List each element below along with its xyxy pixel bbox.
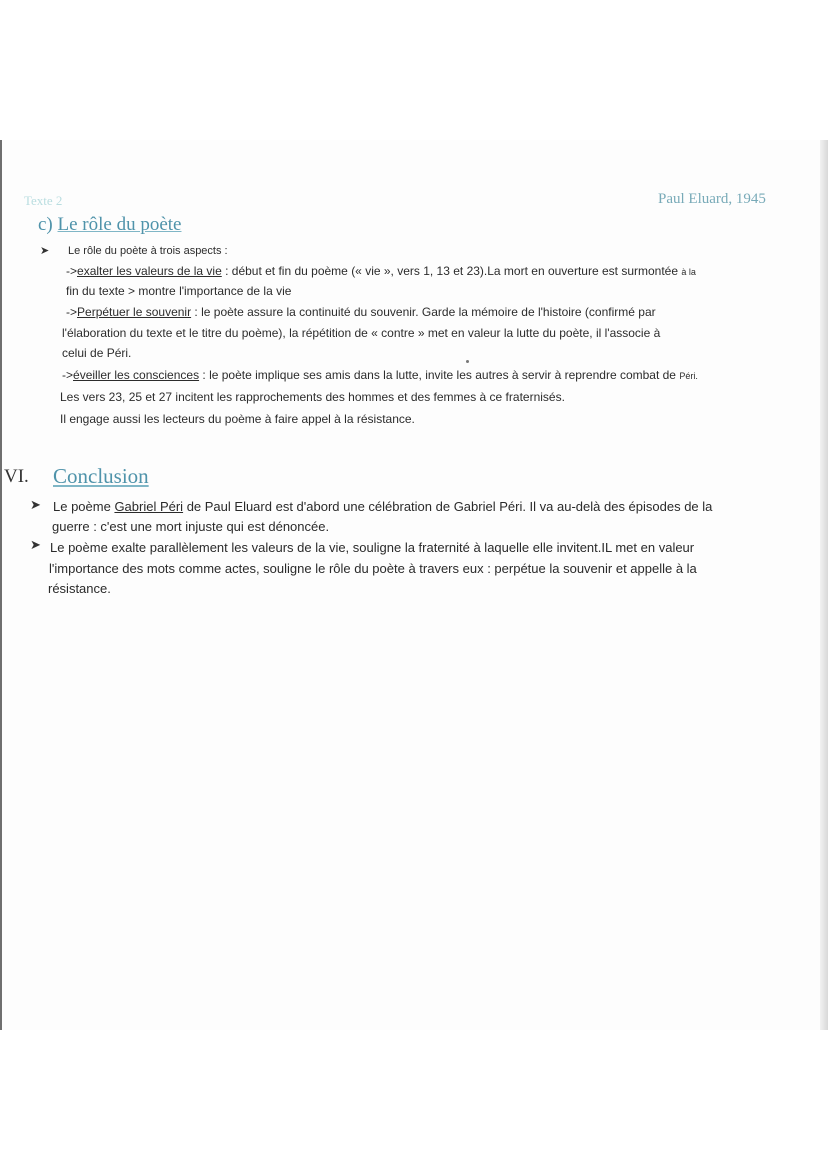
role-point-2-line3: celui de Péri. — [62, 346, 132, 360]
role-point-1-text: : début et fin du poème (« vie », vers 1, 13 et 23).La mort en ouverture est surmontée — [221, 264, 682, 278]
top-margin — [0, 0, 828, 140]
arrow-bullet-icon: ➤ — [40, 245, 50, 257]
role-point-2-text: : le poète assure la continuité du souvenir. Garde la mémoire de l'histoire (confirmé par — [191, 305, 656, 319]
arrow-bullet-icon: ➤ — [30, 497, 41, 512]
conclusion-bullet-1-line2: guerre : c'est une mort injuste qui est dénoncée. — [52, 519, 330, 534]
arrow-marker: -> — [66, 264, 78, 278]
role-point-2 — [66, 305, 656, 319]
scan-speck — [466, 360, 469, 363]
header-text-label: Texte 2 — [24, 193, 63, 208]
role-point-3-line3: Il engage aussi les lecteurs du poème à faire appel à la résistance. — [60, 412, 415, 426]
role-point-3-text: : le poète implique ses amis dans la lutte, invite les autres à servir à reprendre combat de — [199, 368, 680, 382]
subsection-heading — [38, 214, 182, 236]
subsection-letter: c) — [38, 214, 53, 235]
section-number: VI. — [4, 466, 29, 487]
header-author: Paul Eluard, 1945 — [658, 191, 766, 207]
role-point-1-tail: à la — [681, 267, 696, 277]
poem-title: Gabriel Péri — [114, 499, 184, 514]
role-point-1-line2: fin du texte > montre l'importance de la vie — [66, 284, 292, 298]
arrow-marker: -> — [66, 305, 78, 319]
conclusion-bullet-1 — [53, 499, 712, 514]
section-title: Conclusion — [53, 464, 149, 488]
role-point-3 — [62, 368, 698, 383]
role-point-1 — [66, 264, 696, 279]
role-point-3-line2: Les vers 23, 25 et 27 incitent les rapprochements des hommes et des femmes à ce fraternisés. — [60, 390, 565, 404]
conclusion-bullet-2: Le poème exalte parallèlement les valeurs de la vie, souligne la fraternité à laquelle elle invitent.IL met en valeur — [50, 540, 695, 555]
role-point-1-label: exalter les valeurs de la vie — [77, 264, 222, 278]
subsection-title: Le rôle du poète — [57, 214, 182, 235]
role-point-3-tail: Péri. — [679, 371, 698, 381]
role-point-3-label: éveiller les consciences — [73, 368, 200, 382]
conclusion-bullet-1-pre: Le poème — [53, 499, 115, 514]
role-point-2-label: Perpétuer le souvenir — [77, 305, 192, 319]
arrow-bullet-icon: ➤ — [30, 537, 41, 552]
conclusion-bullet-2-line3: résistance. — [48, 581, 111, 596]
arrow-marker: -> — [62, 368, 74, 382]
paper-right-edge — [820, 140, 828, 1030]
role-intro: Le rôle du poète à trois aspects : — [68, 245, 228, 257]
conclusion-bullet-1-post: de Paul Eluard est d'abord une célébration de Gabriel Péri. Il va au-delà des épisodes de la — [183, 499, 713, 514]
bottom-margin — [0, 1030, 828, 1170]
role-point-2-line2: l'élaboration du texte et le titre du poème), la répétition de « contre » met en valeur la lutte du poète, il l'associe à — [62, 326, 661, 340]
conclusion-bullet-2-line2: l'importance des mots comme actes, souligne le rôle du poète à travers eux : perpétue la souvenir et appelle à la — [49, 561, 697, 576]
